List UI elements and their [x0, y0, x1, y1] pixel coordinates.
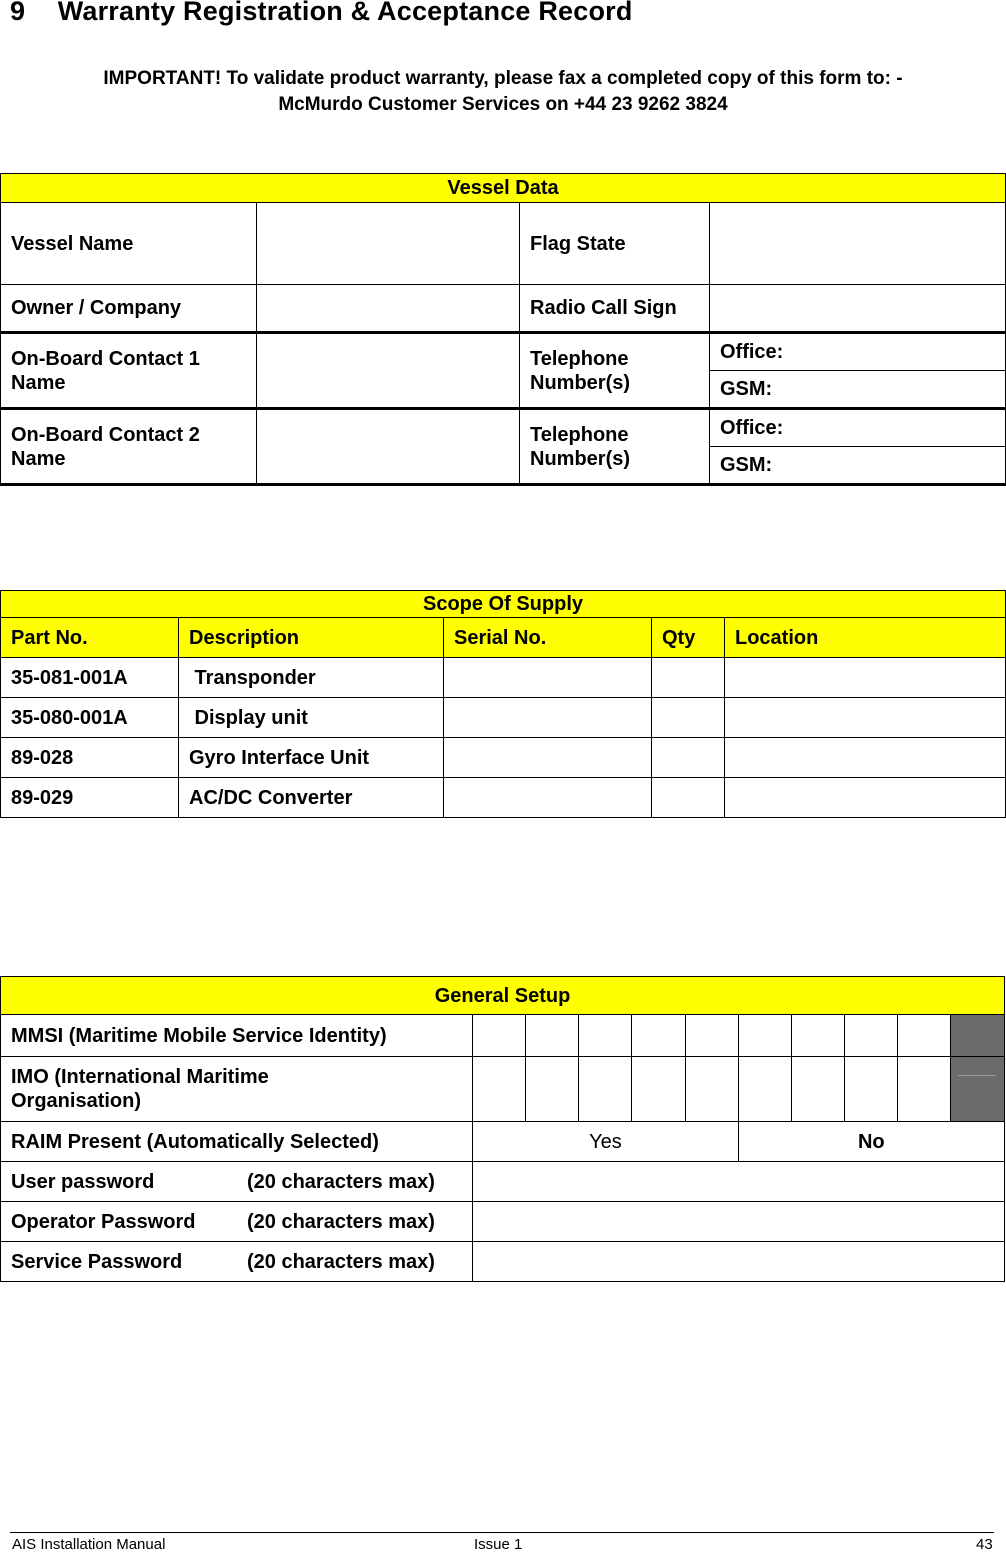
contact1-gsm-field[interactable]: GSM:: [710, 371, 1006, 409]
imo-digit-field[interactable]: [897, 1057, 950, 1122]
col-description: Description: [179, 618, 444, 658]
mmsi-digit-field[interactable]: [685, 1015, 738, 1057]
vessel-name-label: Vessel Name: [1, 203, 257, 285]
section-heading: [10, 0, 633, 27]
mmsi-digit-field[interactable]: [473, 1015, 526, 1057]
col-location: Location: [725, 618, 1006, 658]
flag-state-label: Flag State: [520, 203, 710, 285]
location-field[interactable]: [725, 658, 1006, 698]
section-number: 9: [10, 0, 26, 26]
location-field[interactable]: [725, 778, 1006, 818]
general-setup-table: [0, 976, 1005, 1282]
mmsi-digit-field[interactable]: [579, 1015, 632, 1057]
contact1-telephone-label: Telephone Number(s): [520, 333, 710, 409]
location-field[interactable]: [725, 698, 1006, 738]
service-password-max: (20 characters max): [247, 1251, 435, 1273]
location-field[interactable]: [725, 738, 1006, 778]
table-row: [1, 698, 1006, 738]
imo-label: IMO (International Maritime Organisation): [1, 1057, 473, 1122]
contact2-gsm-field[interactable]: GSM:: [710, 447, 1006, 485]
raim-label: RAIM Present (Automatically Selected): [1, 1122, 473, 1162]
col-serial-no: Serial No.: [444, 618, 652, 658]
col-part-no: Part No.: [1, 618, 179, 658]
part-number: 35-080-001A: [1, 698, 179, 738]
contact1-office-field[interactable]: Office:: [710, 333, 1006, 371]
mmsi-digit-field[interactable]: [738, 1015, 791, 1057]
imo-digit-field[interactable]: [579, 1057, 632, 1122]
footer-manual: AIS Installation Manual: [12, 1536, 166, 1553]
table-row: [1, 738, 1006, 778]
imo-digit-field[interactable]: [632, 1057, 685, 1122]
footer-divider: [10, 1532, 994, 1533]
contact1-name-field[interactable]: [257, 333, 520, 409]
imo-blocked-cell: [950, 1057, 1004, 1122]
imo-digit-field[interactable]: [738, 1057, 791, 1122]
raim-no-option[interactable]: No: [738, 1122, 1004, 1162]
part-description: Gyro Interface Unit: [179, 738, 444, 778]
contact2-name-label: On-Board Contact 2 Name: [1, 409, 257, 485]
serial-no-field[interactable]: [444, 658, 652, 698]
important-notice: [0, 66, 1006, 118]
serial-no-field[interactable]: [444, 738, 652, 778]
raim-yes-option[interactable]: Yes: [473, 1122, 738, 1162]
service-password-text: Service Password: [11, 1250, 183, 1273]
operator-password-field[interactable]: [473, 1202, 1005, 1242]
important-line-2: McMurdo Customer Services on +44 23 9262 3824: [278, 94, 728, 115]
vessel-name-field[interactable]: [257, 203, 520, 285]
mmsi-digit-field[interactable]: [791, 1015, 844, 1057]
general-setup-title: General Setup: [1, 977, 1005, 1015]
user-password-field[interactable]: [473, 1162, 1005, 1202]
mmsi-digit-field[interactable]: [632, 1015, 685, 1057]
col-qty: Qty: [652, 618, 725, 658]
footer-issue: Issue 1: [474, 1536, 523, 1553]
service-password-field[interactable]: [473, 1242, 1005, 1282]
qty-field[interactable]: [652, 698, 725, 738]
section-title: Warranty Registration & Acceptance Record: [57, 0, 633, 26]
contact2-office-field[interactable]: Office:: [710, 409, 1006, 447]
qty-field[interactable]: [652, 778, 725, 818]
radio-call-sign-field[interactable]: [710, 285, 1006, 333]
contact2-telephone-label: Telephone Number(s): [520, 409, 710, 485]
owner-company-field[interactable]: [257, 285, 520, 333]
part-number: 89-028: [1, 738, 179, 778]
radio-call-sign-label: Radio Call Sign: [520, 285, 710, 333]
part-description: Display unit: [179, 698, 444, 738]
scope-of-supply-title: Scope Of Supply: [1, 591, 1006, 618]
footer-page-number: 43: [976, 1536, 993, 1553]
imo-digit-field[interactable]: [685, 1057, 738, 1122]
scope-of-supply-table: [0, 590, 1006, 818]
user-password-label: [1, 1162, 473, 1202]
mmsi-digit-field[interactable]: [897, 1015, 950, 1057]
part-number: 89-029: [1, 778, 179, 818]
qty-field[interactable]: [652, 738, 725, 778]
flag-state-field[interactable]: [710, 203, 1006, 285]
contact1-name-label: On-Board Contact 1 Name: [1, 333, 257, 409]
owner-company-label: Owner / Company: [1, 285, 257, 333]
service-password-label: [1, 1242, 473, 1282]
mmsi-digit-field[interactable]: [526, 1015, 579, 1057]
mmsi-blocked-cell: [950, 1015, 1004, 1057]
imo-digit-field[interactable]: [844, 1057, 897, 1122]
imo-digit-field[interactable]: [791, 1057, 844, 1122]
part-number: 35-081-001A: [1, 658, 179, 698]
mmsi-label: MMSI (Maritime Mobile Service Identity): [1, 1015, 473, 1057]
imo-digit-field[interactable]: [526, 1057, 579, 1122]
user-password-text: User password: [11, 1170, 155, 1193]
serial-no-field[interactable]: [444, 698, 652, 738]
vessel-data-title: Vessel Data: [1, 174, 1006, 203]
mmsi-digit-field[interactable]: [844, 1015, 897, 1057]
imo-digit-field[interactable]: [473, 1057, 526, 1122]
table-row: [1, 778, 1006, 818]
important-line-1: IMPORTANT! To validate product warranty, please fax a completed copy of this form to: -: [103, 68, 903, 89]
contact2-name-field[interactable]: [257, 409, 520, 485]
serial-no-field[interactable]: [444, 778, 652, 818]
qty-field[interactable]: [652, 658, 725, 698]
operator-password-label: [1, 1202, 473, 1242]
operator-password-max: (20 characters max): [247, 1211, 435, 1233]
user-password-max: (20 characters max): [247, 1171, 435, 1193]
operator-password-text: Operator Password: [11, 1210, 196, 1233]
table-row: [1, 658, 1006, 698]
part-description: AC/DC Converter: [179, 778, 444, 818]
part-description: Transponder: [179, 658, 444, 698]
vessel-data-table: [0, 173, 1006, 486]
